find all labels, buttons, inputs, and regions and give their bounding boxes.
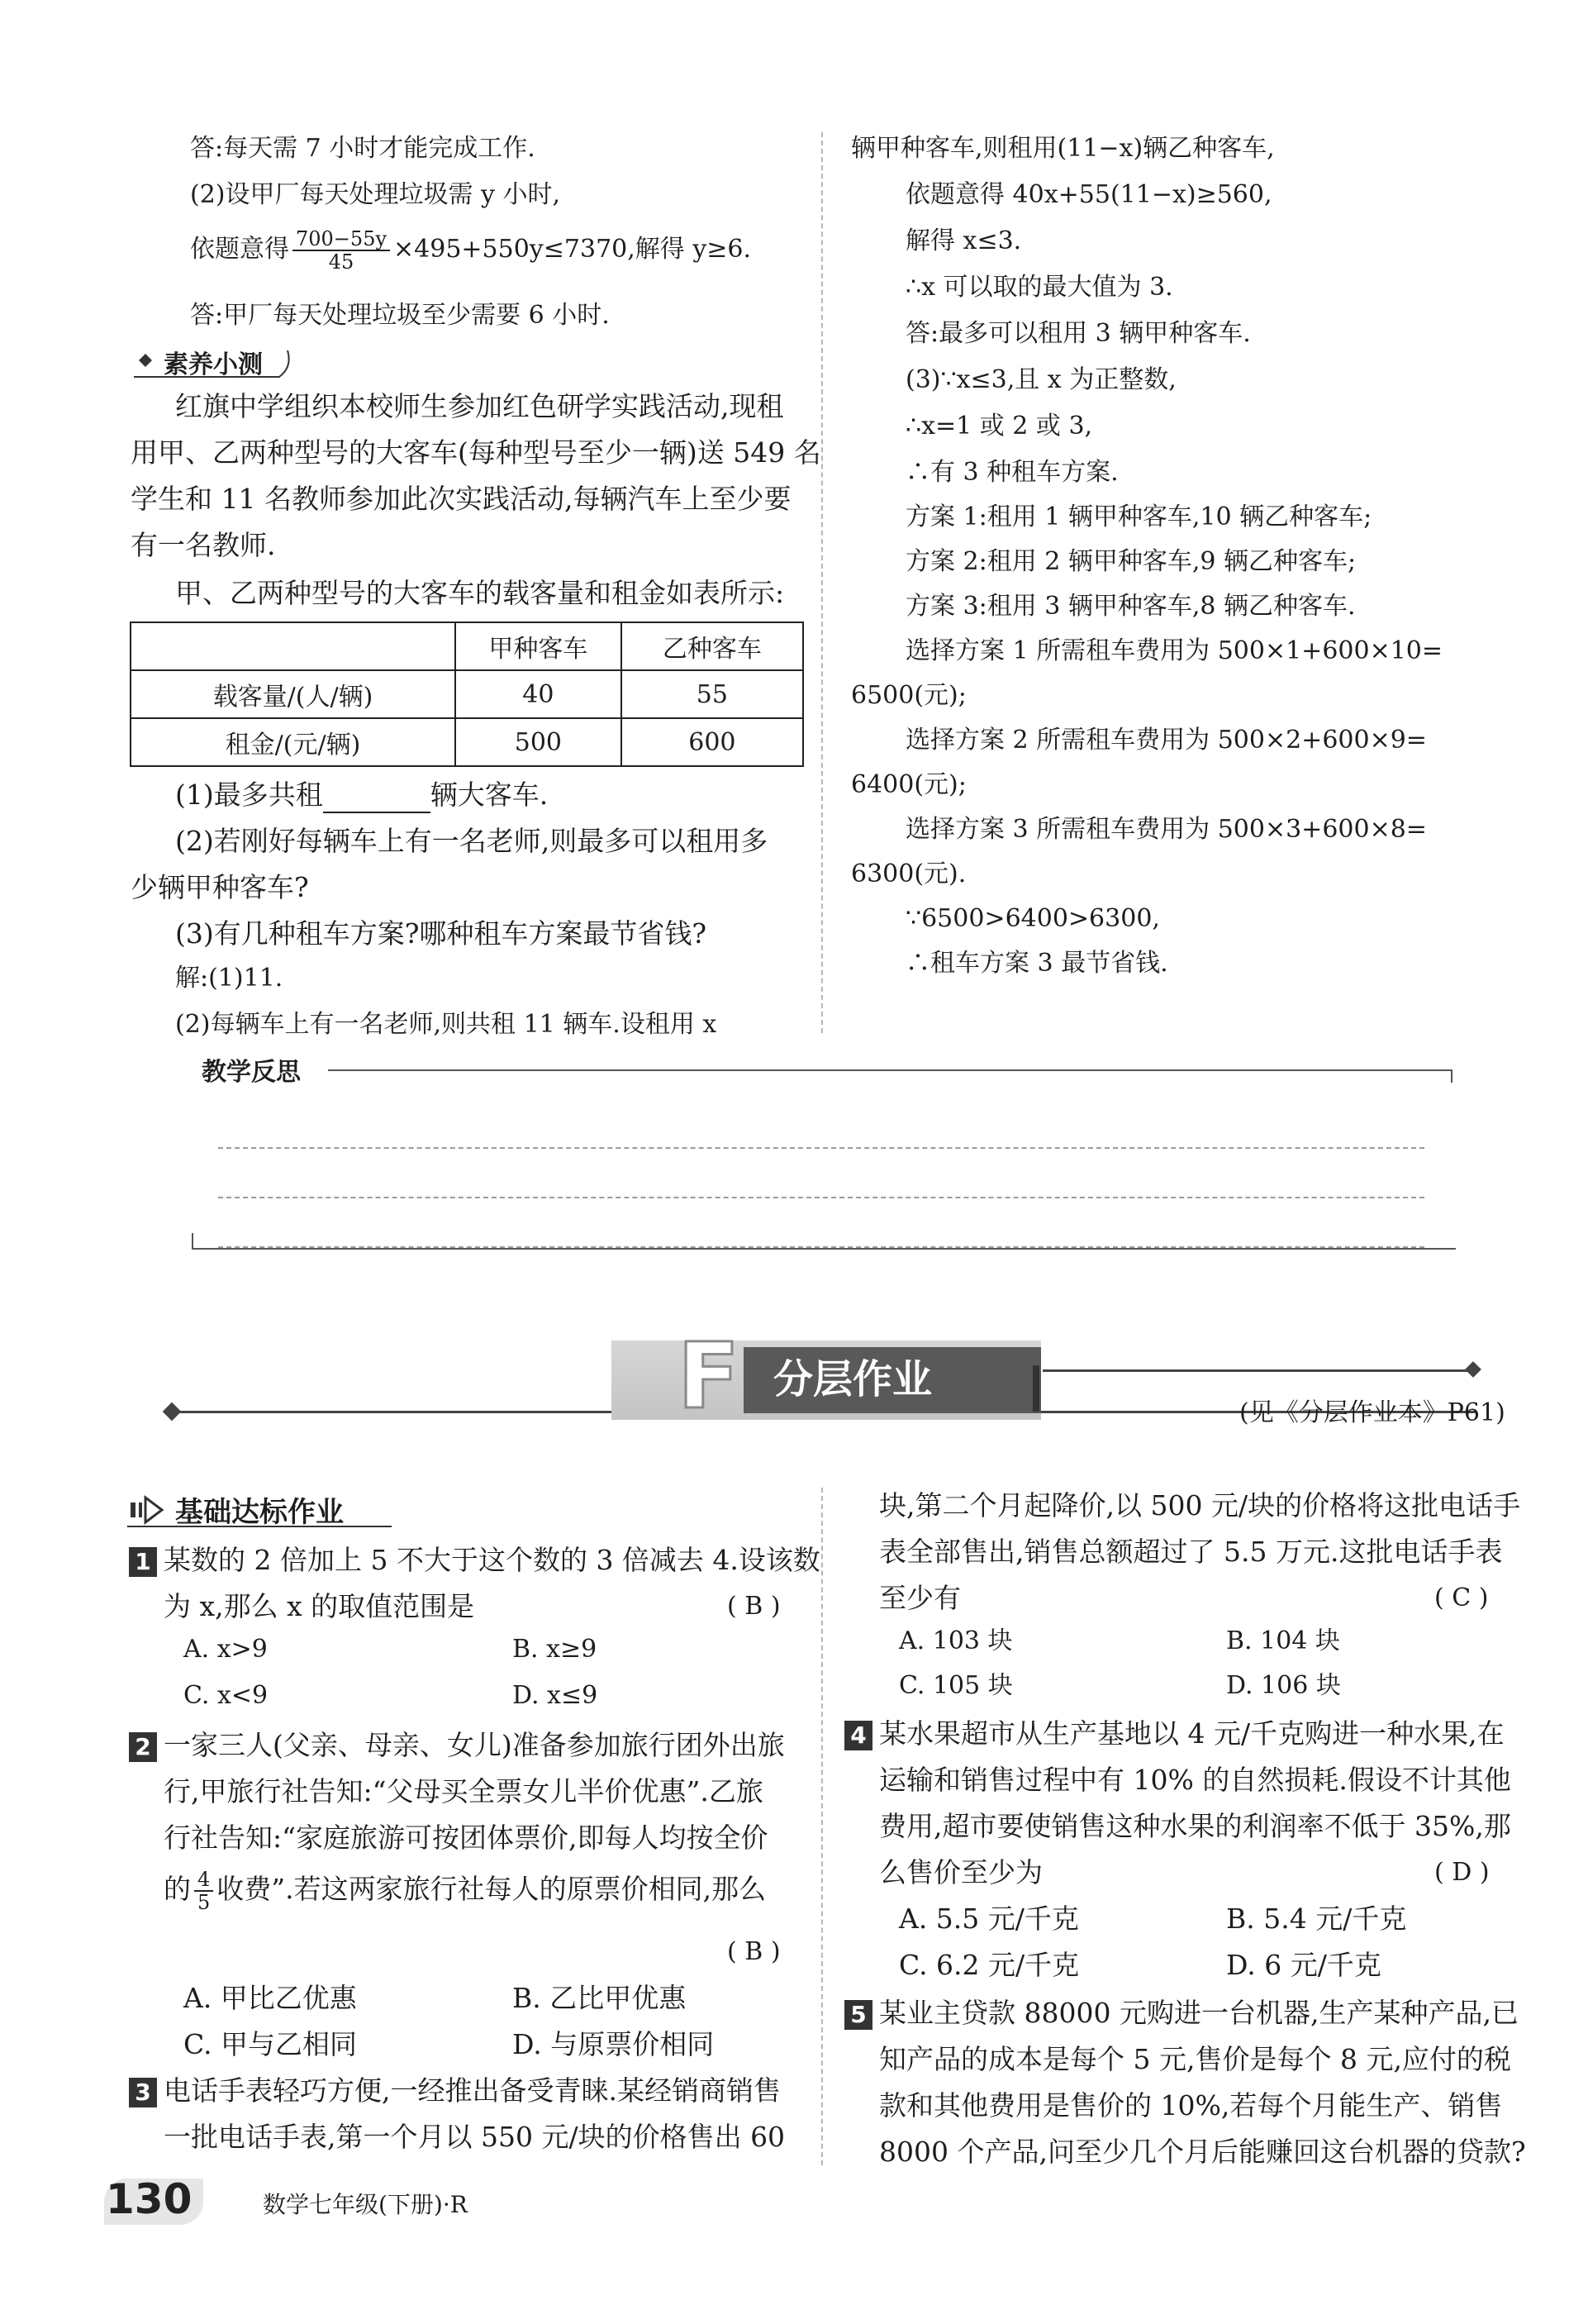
question-number: 1 xyxy=(129,1547,157,1577)
right-line-3: 解得 x≤3. xyxy=(906,226,1022,255)
reflection-corner xyxy=(192,1233,193,1250)
question-4 xyxy=(844,1716,1505,1752)
question-1-line-2: 为 x,那么 x 的取值范围是 xyxy=(164,1590,475,1622)
question-number: 2 xyxy=(129,1732,157,1762)
question-5 xyxy=(844,1995,1519,2031)
table-cell: 租金/(元/辆) xyxy=(131,718,455,766)
q2-suffix: 收费”.若这两家旅行社每人的原票价相同,那么 xyxy=(216,1873,767,1905)
question-5-line-2: 知产品的成本是每个 5 元,售价是每个 8 元,应付的税 xyxy=(879,2043,1511,2075)
step-line: (2)设甲厂每天处理垃圾需 y 小时, xyxy=(190,180,561,209)
reflection-corner xyxy=(1451,1069,1452,1083)
ineq-denominator: 45 xyxy=(328,250,354,274)
question-3-line-2: 一批电话手表,第一个月以 550 元/块的价格售出 60 xyxy=(164,2121,786,2153)
banner-title: 分层作业 xyxy=(773,1356,933,1402)
banner-reference: (见《分层作业本》P61) xyxy=(1239,1398,1505,1427)
question-3-line-5: 至少有 xyxy=(879,1582,961,1614)
arrow-icon xyxy=(127,1491,169,1527)
question-2-line-2: 行,甲旅行社告知:“父母买全票女儿半价优惠”.乙旅 xyxy=(164,1775,763,1807)
q1-suffix: 辆大客车. xyxy=(430,779,549,811)
table-row xyxy=(131,718,803,766)
question-3-line-3: 块,第二个月起降价,以 500 元/块的价格将这批电话手 xyxy=(879,1489,1521,1522)
right-line-11: 方案 3:租用 3 辆甲种客车,8 辆乙种客车. xyxy=(906,592,1356,621)
question-2 xyxy=(129,1727,785,1764)
option-a[interactable]: A. 甲比乙优惠 xyxy=(183,1982,357,2014)
right-line-8: ∴有 3 种租车方案. xyxy=(906,458,1119,487)
solution-line-1: 解:(1)11. xyxy=(175,964,283,993)
question-2-line-4 xyxy=(164,1864,766,1914)
ineq-numerator: 700−55y xyxy=(292,228,390,251)
option-c[interactable]: C. 6.2 元/千克 xyxy=(899,1949,1080,1981)
suyang-header xyxy=(131,342,296,382)
right-line-5: 答:最多可以租用 3 辆甲种客车. xyxy=(906,319,1251,348)
column-divider xyxy=(821,132,823,1033)
reflection-top-rule xyxy=(328,1069,1452,1071)
question-5-line-3: 款和其他费用是售价的 10%,若每个月能生产、销售 xyxy=(879,2089,1503,2122)
right-line-12: 选择方案 1 所需租车费用为 500×1+600×10= xyxy=(906,636,1443,665)
option-a[interactable]: A. x>9 xyxy=(183,1635,268,1664)
problem-line-1: 红旗中学组织本校师生参加红色研学实践活动,现租 xyxy=(175,390,784,422)
question-3 xyxy=(129,2073,781,2109)
problem-line-2: 用甲、乙两种型号的大客车(每种型号至少一辆)送 549 名 xyxy=(131,436,821,469)
answer-choice: ( D ) xyxy=(1434,1858,1490,1887)
option-b[interactable]: B. 乙比甲优惠 xyxy=(512,1982,687,2014)
section-underline xyxy=(127,1526,392,1527)
table-cell: 600 xyxy=(621,718,803,766)
right-line-10: 方案 2:租用 2 辆甲种客车,9 辆乙种客车; xyxy=(906,547,1357,576)
question-4-line-3: 费用,超市要使销售这种水果的利润率不低于 35%,那 xyxy=(879,1810,1511,1842)
option-d[interactable]: D. 6 元/千克 xyxy=(1226,1949,1381,1981)
answer-choice: ( B ) xyxy=(727,1937,781,1966)
question-1-line xyxy=(175,777,548,813)
solution-line-2: (2)每辆车上有一名老师,则共租 11 辆车.设租用 x xyxy=(175,1010,717,1039)
reflection-title: 教学反思 xyxy=(202,1058,301,1087)
q2-fraction xyxy=(194,1869,213,1913)
question-text: 某数的 2 倍加上 5 不大于这个数的 3 倍减去 4.设该数 xyxy=(164,1544,820,1576)
answer-blank[interactable] xyxy=(323,787,430,813)
answer-line-1: 答:每天需 7 小时才能完成工作. xyxy=(190,134,535,163)
right-line-13: 6500(元); xyxy=(851,681,967,710)
question-text: 一家三人(父亲、母亲、女儿)准备参加旅行团外出旅 xyxy=(164,1729,785,1761)
book-title: 数学七年级(下册)·R xyxy=(263,2191,468,2218)
question-text: 某水果超市从生产基地以 4 元/千克购进一种水果,在 xyxy=(879,1717,1505,1750)
right-line-18: ∵6500>6400>6300, xyxy=(906,904,1160,933)
question-2-line-3: 行社告知:“家庭旅游可按团体票价,即每人均按全价 xyxy=(164,1822,768,1854)
question-4-line-2: 运输和销售过程中有 10% 的自然损耗.假设不计其他 xyxy=(879,1764,1511,1796)
banner-letter: F xyxy=(678,1323,740,1429)
column-divider xyxy=(821,1488,823,2165)
right-line-6: (3)∵x≤3,且 x 为正整数, xyxy=(906,365,1177,394)
table-cell: 乙种客车 xyxy=(621,622,803,670)
question-3-line: (3)有几种租车方案?哪种租车方案最节省钱? xyxy=(175,917,707,950)
question-1 xyxy=(129,1542,820,1579)
inequality-line xyxy=(190,225,751,274)
q2-denominator: 5 xyxy=(197,1891,211,1914)
question-number: 3 xyxy=(129,2078,157,2107)
right-line-17: 6300(元). xyxy=(851,860,967,888)
right-line-14: 选择方案 2 所需租车费用为 500×2+600×9= xyxy=(906,726,1427,755)
option-b[interactable]: B. x≥9 xyxy=(512,1635,597,1664)
option-c[interactable]: C. x<9 xyxy=(183,1681,269,1710)
question-2-line-1: (2)若刚好每辆车上有一名老师,则最多可以租用多 xyxy=(175,825,768,857)
q2-numerator: 4 xyxy=(194,1869,213,1892)
question-2-line-2: 少辆甲种客车? xyxy=(131,871,309,903)
banner-diamond-icon xyxy=(163,1402,182,1422)
reflection-bottom-rule xyxy=(192,1248,1456,1250)
answer-choice: ( B ) xyxy=(727,1592,781,1621)
table-row xyxy=(131,670,803,718)
right-line-19: ∴租车方案 3 最节省钱. xyxy=(906,949,1168,978)
question-text: 某业主贷款 88000 元购进一台机器,生产某种产品,已 xyxy=(879,1997,1519,2029)
option-b[interactable]: B. 5.4 元/千克 xyxy=(1226,1903,1407,1935)
section-title: 基础达标作业 xyxy=(175,1496,344,1529)
problem-line-3: 学生和 11 名教师参加此次实践活动,每辆汽车上至少要 xyxy=(131,483,792,515)
suyang-title: 素养小测 xyxy=(164,350,263,379)
table-cell: 40 xyxy=(455,670,621,718)
question-text: 电话手表轻巧方便,一经推出备受青睐.某经销商销售 xyxy=(164,2074,781,2107)
problem-line-4: 有一名教师. xyxy=(131,529,276,561)
writing-line[interactable] xyxy=(218,1246,1424,1248)
question-3-line-4: 表全部售出,销售总额超过了 5.5 万元.这批电话手表 xyxy=(879,1536,1503,1568)
option-c[interactable]: C. 105 块 xyxy=(899,1671,1013,1700)
table-cell xyxy=(131,622,455,670)
question-4-line-4: 么售价至少为 xyxy=(879,1856,1043,1888)
right-line-9: 方案 1:租用 1 辆甲种客车,10 辆乙种客车; xyxy=(906,502,1372,531)
reflection-box xyxy=(192,1051,1456,1266)
section-header xyxy=(127,1488,400,1529)
table-cell: 500 xyxy=(455,718,621,766)
right-line-4: ∴x 可以取的最大值为 3. xyxy=(906,273,1173,302)
q2-prefix: 的 xyxy=(164,1873,191,1905)
option-d[interactable]: D. 与原票价相同 xyxy=(512,2028,715,2060)
q1-prefix: (1)最多共租 xyxy=(175,779,323,811)
ineq-fraction xyxy=(292,228,390,273)
right-line-2: 依题意得 40x+55(11−x)≥560, xyxy=(906,180,1272,209)
right-line-7: ∴x=1 或 2 或 3, xyxy=(906,412,1093,441)
question-number: 5 xyxy=(844,2000,872,2030)
option-a[interactable]: A. 5.5 元/千克 xyxy=(899,1903,1079,1935)
bus-table xyxy=(130,621,804,767)
answer-choice: ( C ) xyxy=(1434,1583,1489,1612)
question-5-line-4: 8000 个产品,问至少几个月后能赚回这台机器的贷款? xyxy=(879,2136,1526,2168)
answer-line-2: 答:甲厂每天处理垃圾至少需要 6 小时. xyxy=(190,301,610,330)
table-header-row xyxy=(131,622,803,670)
ineq-prefix: 依题意得 xyxy=(190,235,289,264)
problem-line-5: 甲、乙两种型号的大客车的载客量和租金如表所示: xyxy=(175,577,785,609)
banner-rule-right xyxy=(1043,1369,1472,1372)
table-cell: 55 xyxy=(621,670,803,718)
right-line-1: 辆甲种客车,则租用(11−x)辆乙种客车, xyxy=(851,134,1275,163)
writing-line[interactable] xyxy=(218,1147,1424,1149)
right-line-15: 6400(元); xyxy=(851,770,967,799)
right-line-16: 选择方案 3 所需租车费用为 500×3+600×8= xyxy=(906,815,1427,844)
table-cell: 甲种客车 xyxy=(455,622,621,670)
option-c[interactable]: C. 甲与乙相同 xyxy=(183,2028,358,2060)
option-a[interactable]: A. 103 块 xyxy=(899,1626,1013,1655)
writing-line[interactable] xyxy=(218,1197,1424,1198)
option-d[interactable]: D. x≤9 xyxy=(512,1681,598,1710)
option-d[interactable]: D. 106 块 xyxy=(1226,1671,1341,1700)
option-b[interactable]: B. 104 块 xyxy=(1226,1626,1340,1655)
banner-bar xyxy=(1033,1365,1039,1412)
question-number: 4 xyxy=(844,1721,872,1750)
table-cell: 载客量/(人/辆) xyxy=(131,670,455,718)
ineq-suffix: ×495+550y≤7370,解得 y≥6. xyxy=(393,235,752,264)
page-number: 130 xyxy=(106,2175,193,2223)
